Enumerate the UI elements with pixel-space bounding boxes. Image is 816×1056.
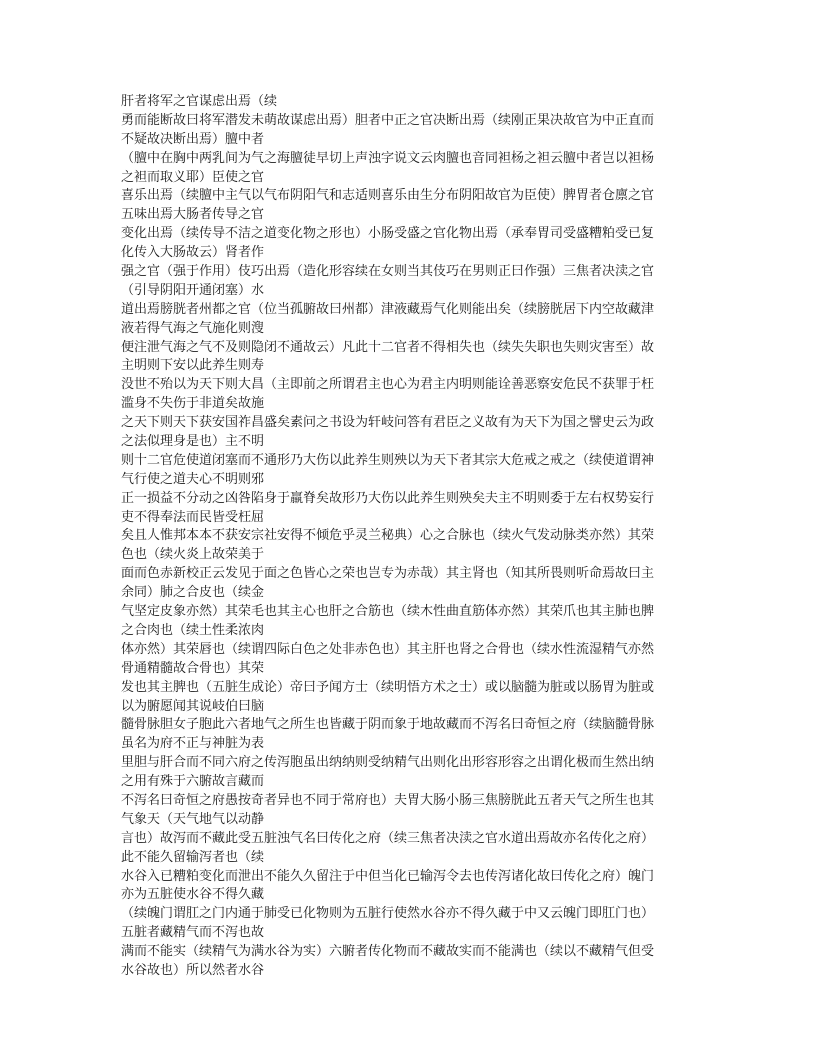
text-line: 言也）故泻而不藏此受五脏浊气名曰传化之府（续三焦者决渎之官水道出焉故亦名传化之府） xyxy=(121,830,655,846)
text-line: 色也（续火炎上故荣美于 xyxy=(121,547,265,563)
text-line: 亦为五脏使水谷不得久藏 xyxy=(121,887,265,903)
text-line: 道出焉膀胱者州都之官（位当孤腑故曰州都）津液藏焉气化则能出矣（续膀胱居下内空故藏津 xyxy=(121,301,655,317)
text-line: 气坚定皮象亦然）其荣毛也其主心也肝之合筋也（续木性曲直筋体亦然）其荣爪也其主肺也脾 xyxy=(121,604,655,620)
text-line: 滥身不失伤于非道矣故施 xyxy=(121,396,265,412)
text-line: 五脏者藏精气而不泻也故 xyxy=(121,925,265,941)
text-line: 则十二官危使道闭塞而不通形乃大伤以此养生则殃以为天下者其宗大危戒之戒之（续使道谓神 xyxy=(121,452,655,468)
text-line: 满而不能实（续精气为满水谷为实）六腑者传化物而不藏故实而不能满也（续以不藏精气但受 xyxy=(121,944,655,960)
text-line: （膻中在胸中两乳间为气之海膻徒早切上声浊字说文云肉膻也音同袒杨之袒云膻中者岂以袒杨 xyxy=(121,150,655,166)
text-line: 之袒而取义耶）臣使之官 xyxy=(121,169,265,185)
text-line: 髓骨脉胆女子胞此六者地气之所生也皆藏于阴而象于地故藏而不泻名曰奇恒之府（续脑髓骨脉 xyxy=(121,717,655,733)
text-line: 骨通精髓故合骨也）其荣 xyxy=(121,660,265,676)
text-line: 主明则下安以此养生则寿 xyxy=(121,358,265,374)
text-line: 此不能久留输泻者也（续 xyxy=(121,849,265,865)
text-line: 面而色赤新校正云发见于面之色皆心之荣也岂专为赤哉）其主肾也（知其所畏则听命焉故曰主 xyxy=(121,566,655,582)
text-line: 体亦然）其荣唇也（续谓四际白色之处非赤色也）其主肝也肾之合骨也（续水性流湿精气亦然 xyxy=(121,641,655,657)
text-line: 强之官（强于作用）伎巧出焉（造化形容续在女则当其伎巧在男则正曰作强）三焦者决渎之官 xyxy=(121,264,655,280)
text-line: 里胆与肝合而不同六府之传泻胞虽出纳纳则受纳精气出则化出形容形容之出谓化极而生然出纳 xyxy=(121,755,655,771)
text-line: 正一损益不分动之凶咎陷身于羸脊矣故形乃大伤以此养生则殃矣夫主不明则委于左右权势妄行 xyxy=(121,490,655,506)
text-line: 气行使之道夫心不明则邪 xyxy=(121,471,265,487)
text-line: 矣且人惟邦本本不获安宗社安得不倾危乎灵兰秘典）心之合脉也（续火气发动脉类亦然）其荣 xyxy=(121,528,655,544)
text-line: （引导阴阳开通闭塞）水 xyxy=(121,282,265,298)
text-line: 化传入大肠故云）肾者作 xyxy=(121,245,265,261)
text-line: 之用有殊于六腑故言藏而 xyxy=(121,774,265,790)
text-line: 不泻名曰奇恒之府愚按奇者异也不同于常府也）夫胃大肠小肠三焦膀胱此五者天气之所生也其 xyxy=(121,792,655,808)
text-line: 以为腑愿闻其说岐伯曰脑 xyxy=(121,698,265,714)
text-line: 便注泄气海之气不及则隐闭不通故云）凡此十二官者不得相失也（续失失职也失则灾害至）故 xyxy=(121,339,655,355)
text-line: 液若得气海之气施化则溲 xyxy=(121,320,265,336)
text-line: 气象天（天气地气以动静 xyxy=(121,811,265,827)
text-line: 变化出焉（续传导不洁之道变化物之形也）小肠受盛之官化物出焉（承奉胃司受盛糟粕受已复 xyxy=(121,226,655,242)
text-line: 没世不殆以为天下则大昌（主即前之所谓君主也心为君主内明则能诠善恶察安危民不获罪于枉 xyxy=(121,377,655,393)
text-line: 水谷入已糟粕变化而泄出不能久久留注于中但当化已输泻令去也传泻诸化故曰传化之府）魄门 xyxy=(121,868,655,884)
text-line: 勇而能断故曰将军潜发未萌故谋虑出焉）胆者中正之官决断出焉（续刚正果决故官为中正直而 xyxy=(121,112,655,128)
text-line: 虽名为府不正与神脏为表 xyxy=(121,736,265,752)
body-text xyxy=(121,93,701,981)
text-line: 余同）肺之合皮也（续金 xyxy=(121,585,265,601)
text-line: 不疑故决断出焉）膻中者 xyxy=(121,131,265,147)
text-line: 之天下则天下获安国祚昌盛矣素问之书设为轩岐问答有君臣之义故有为天下为国之譬史云为政 xyxy=(121,415,655,431)
text-line: 发也其主脾也（五脏生成论）帝曰予闻方士（续明悟方术之士）或以脑髓为脏或以肠胃为脏或 xyxy=(121,679,655,695)
text-line: （续魄门谓肛之门内通于肺受已化物则为五脏行使然水谷亦不得久藏于中又云魄门即肛门也） xyxy=(121,906,655,922)
text-line: 喜乐出焉（续膻中主气以气布阴阳气和志适则喜乐由生分布阴阳故官为臣使）脾胃者仓廪之官 xyxy=(121,188,655,204)
text-line: 吏不得奉法而民皆受枉屈 xyxy=(121,509,265,525)
text-line: 之合肉也（续土性柔浓肉 xyxy=(121,622,265,638)
text-line: 水谷故也）所以然者水谷 xyxy=(121,962,265,978)
text-line: 肝者将军之官谋虑出焉（续 xyxy=(121,94,278,109)
text-line: 五味出焉大肠者传导之官 xyxy=(121,207,265,223)
text-line: 之法似理身是也）主不明 xyxy=(121,434,265,450)
